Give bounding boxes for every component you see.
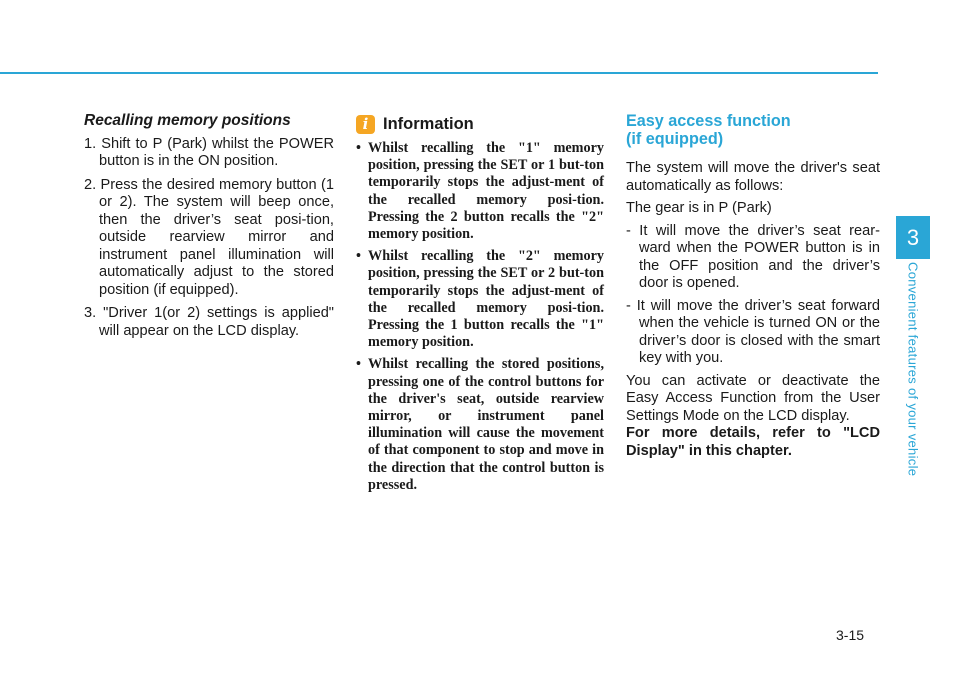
list-item <box>356 140 604 243</box>
section-heading: Recalling memory positions <box>84 112 291 129</box>
information-title: Information <box>383 114 474 133</box>
right-column <box>626 110 880 465</box>
list-item: 2. Press the desired memory button (1 or 2). The system will beep once, then the driver’s seat posi-tion, outside rearview mirror and instrument panel illumination will automatically adjust to the stored position (if equipped). <box>84 176 334 298</box>
refer-text: For more details, refer to "LCD Display" in this chapter. <box>626 425 880 459</box>
heading-line: Easy access function <box>626 112 791 130</box>
steps-list <box>84 136 334 341</box>
list-item <box>356 248 604 351</box>
list-item: - It will move the driver’s seat rear-ward when the POWER button is in the OFF position and the driver’s door is opened. <box>626 222 880 291</box>
section-heading <box>626 112 880 148</box>
bullet-icon: • <box>356 248 361 265</box>
page-number: 3-15 <box>836 627 865 643</box>
bullet-text: Whilst recalling the "2" memory position, pressing the SET or 2 but-ton temporarily stops the adjust-ment of the recalled memory posi-tion. Pressing the 1 button recalls the "1" memory position. <box>368 248 604 351</box>
list-item: - It will move the driver’s seat forward when the vehicle is turned ON or the driver’s door is closed with the smart key with you. <box>626 297 880 366</box>
list-item <box>356 356 604 494</box>
information-header <box>356 115 604 134</box>
bullet-text: Whilst recalling the "1" memory position, pressing the SET or 1 but-ton temporarily stops the adjust-ment of the recalled memory posi-tion. Pressing the 2 button recalls the "2" memory position. <box>368 140 604 243</box>
header-rule <box>0 72 878 74</box>
info-icon: i <box>356 115 375 134</box>
heading-line: (if equipped) <box>626 130 724 148</box>
chapter-title: Convenient features of your vehicle <box>905 262 921 477</box>
bullet-text: Whilst recalling the stored positions, pressing one of the control buttons for the driver's seat, outside rearview mirror, or instrument panel illumination will cause the movement of that component to stop and move in the direction that the control button is pressed. <box>368 356 604 493</box>
list-item: 1. Shift to P (Park) whilst the POWER button is in the ON position. <box>84 135 334 169</box>
list-item: 3. "Driver 1(or 2) settings is applied" will appear on the LCD display. <box>84 305 334 339</box>
activate-text: You can activate or deactivate the Easy Access Function from the User Settings Mode on the LCD display. <box>626 372 880 424</box>
information-list <box>356 140 604 494</box>
bullet-icon: • <box>356 140 361 156</box>
intro-text: The system will move the driver's seat automatically as follows: <box>626 160 880 194</box>
bullet-icon: • <box>356 356 361 373</box>
left-column <box>84 110 334 346</box>
chapter-tab: 3 <box>896 216 930 259</box>
gear-text: The gear is in P (Park) <box>626 200 772 216</box>
information-box <box>356 110 604 499</box>
